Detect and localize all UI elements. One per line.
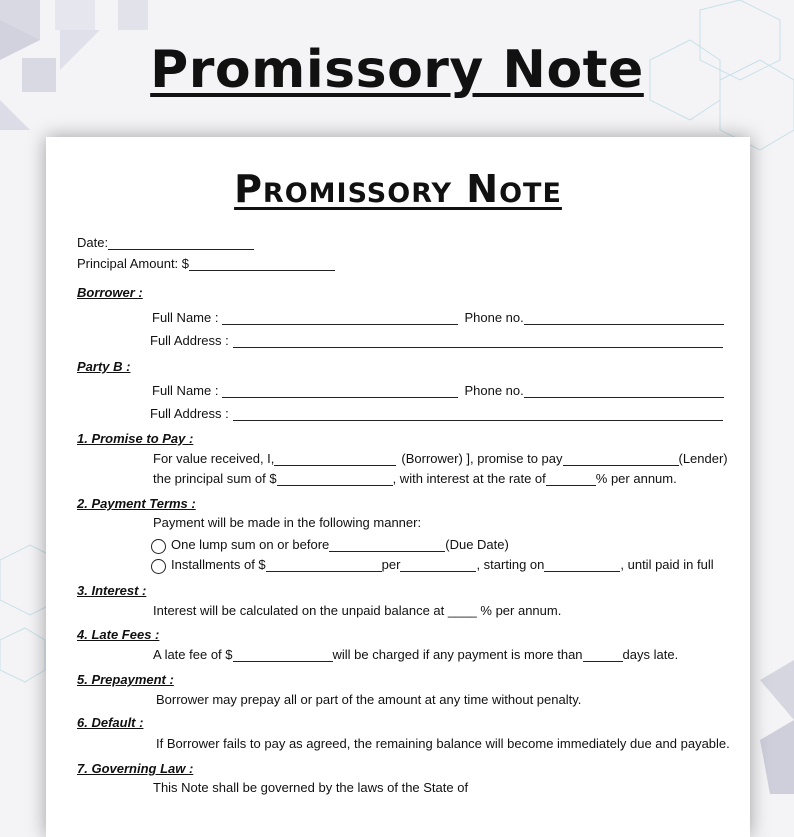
party-b-name-field[interactable]: [222, 385, 458, 398]
party-b-address-label: Full Address :: [150, 406, 229, 421]
interest-heading: 3. Interest :: [77, 583, 147, 598]
borrower-name-field[interactable]: [222, 312, 458, 325]
party-b-heading: Party B :: [77, 359, 131, 374]
promise-text-e: , with interest at the rate of: [392, 471, 546, 486]
promise-text-f: % per annum.: [595, 471, 677, 486]
date-field[interactable]: [108, 237, 254, 250]
interest-text: Interest will be calculated on the unpaid balance at ____ % per annum.: [153, 603, 562, 618]
principal-sum-blank[interactable]: [277, 473, 393, 486]
borrower-address-row: [150, 333, 723, 348]
due-date-blank[interactable]: [329, 539, 445, 552]
document-title: Promissory Note: [234, 167, 562, 211]
payment-option-installments: [151, 557, 714, 572]
party-b-phone-label: Phone no.: [464, 383, 524, 398]
party-b-name-row: [152, 383, 724, 398]
installments-radio[interactable]: [151, 559, 166, 574]
governing-law-heading: 7. Governing Law :: [77, 761, 194, 776]
borrower-name-row: [152, 310, 724, 325]
principal-field[interactable]: [189, 258, 335, 271]
installments-per: per: [381, 557, 401, 572]
principal-row: [77, 256, 335, 271]
installment-period-blank[interactable]: [400, 559, 476, 572]
borrower-phone-field[interactable]: [524, 312, 724, 325]
due-date-text: (Due Date): [445, 537, 509, 552]
default-text: If Borrower fails to pay as agreed, the remaining balance will become immediately due and payable.: [156, 736, 730, 751]
party-b-address-field[interactable]: [233, 408, 723, 421]
installment-amount-blank[interactable]: [266, 559, 382, 572]
payment-terms-heading: 2. Payment Terms :: [77, 496, 196, 511]
late-fee-amount-blank[interactable]: [233, 649, 333, 662]
document-sheet: [46, 137, 750, 837]
installments-starting: , starting on: [476, 557, 545, 572]
payment-option-lump-sum: [151, 537, 509, 552]
party-b-phone-field[interactable]: [524, 385, 724, 398]
installment-start-blank[interactable]: [544, 559, 620, 572]
default-heading: 6. Default :: [77, 715, 144, 730]
late-fees-line: [153, 647, 678, 662]
borrower-address-field[interactable]: [233, 335, 723, 348]
late-fees-heading: 4. Late Fees :: [77, 627, 160, 642]
lump-sum-radio[interactable]: [151, 539, 166, 554]
late-fee-text-c: days late.: [622, 647, 679, 662]
party-b-name-label: Full Name :: [152, 383, 219, 398]
banner-title: Promissory Note: [150, 40, 644, 100]
date-label: Date:: [77, 235, 109, 250]
promise-line-2: [153, 471, 677, 486]
promise-text-a: For value received, I,: [153, 451, 275, 466]
prepayment-text: Borrower may prepay all or part of the amount at any time without penalty.: [156, 692, 582, 707]
promise-text-c: (Lender): [678, 451, 728, 466]
prepayment-heading: 5. Prepayment :: [77, 672, 174, 687]
lender-name-blank[interactable]: [563, 453, 679, 466]
borrower-name-blank[interactable]: [274, 453, 396, 466]
late-fee-text-a: A late fee of $: [153, 647, 233, 662]
principal-label: Principal Amount: $: [77, 256, 190, 271]
installments-until: , until paid in full: [620, 557, 714, 572]
late-fee-days-blank[interactable]: [583, 649, 623, 662]
interest-rate-blank[interactable]: [546, 473, 596, 486]
late-fee-text-b: will be charged if any payment is more than: [332, 647, 583, 662]
party-b-address-row: [150, 406, 723, 421]
borrower-phone-label: Phone no.: [464, 310, 524, 325]
borrower-address-label: Full Address :: [150, 333, 229, 348]
borrower-heading: Borrower :: [77, 285, 143, 300]
promise-text-d: the principal sum of $: [153, 471, 277, 486]
payment-intro: Payment will be made in the following manner:: [153, 515, 422, 530]
promise-line-1: [153, 451, 728, 466]
lump-sum-text: One lump sum on or before: [171, 537, 330, 552]
borrower-name-label: Full Name :: [152, 310, 219, 325]
promise-heading: 1. Promise to Pay :: [77, 431, 194, 446]
governing-law-text: This Note shall be governed by the laws of the State of: [153, 780, 469, 795]
promise-text-b: (Borrower) ], promise to pay: [401, 451, 563, 466]
date-row: [77, 235, 254, 250]
installments-text: Installments of $: [171, 557, 266, 572]
